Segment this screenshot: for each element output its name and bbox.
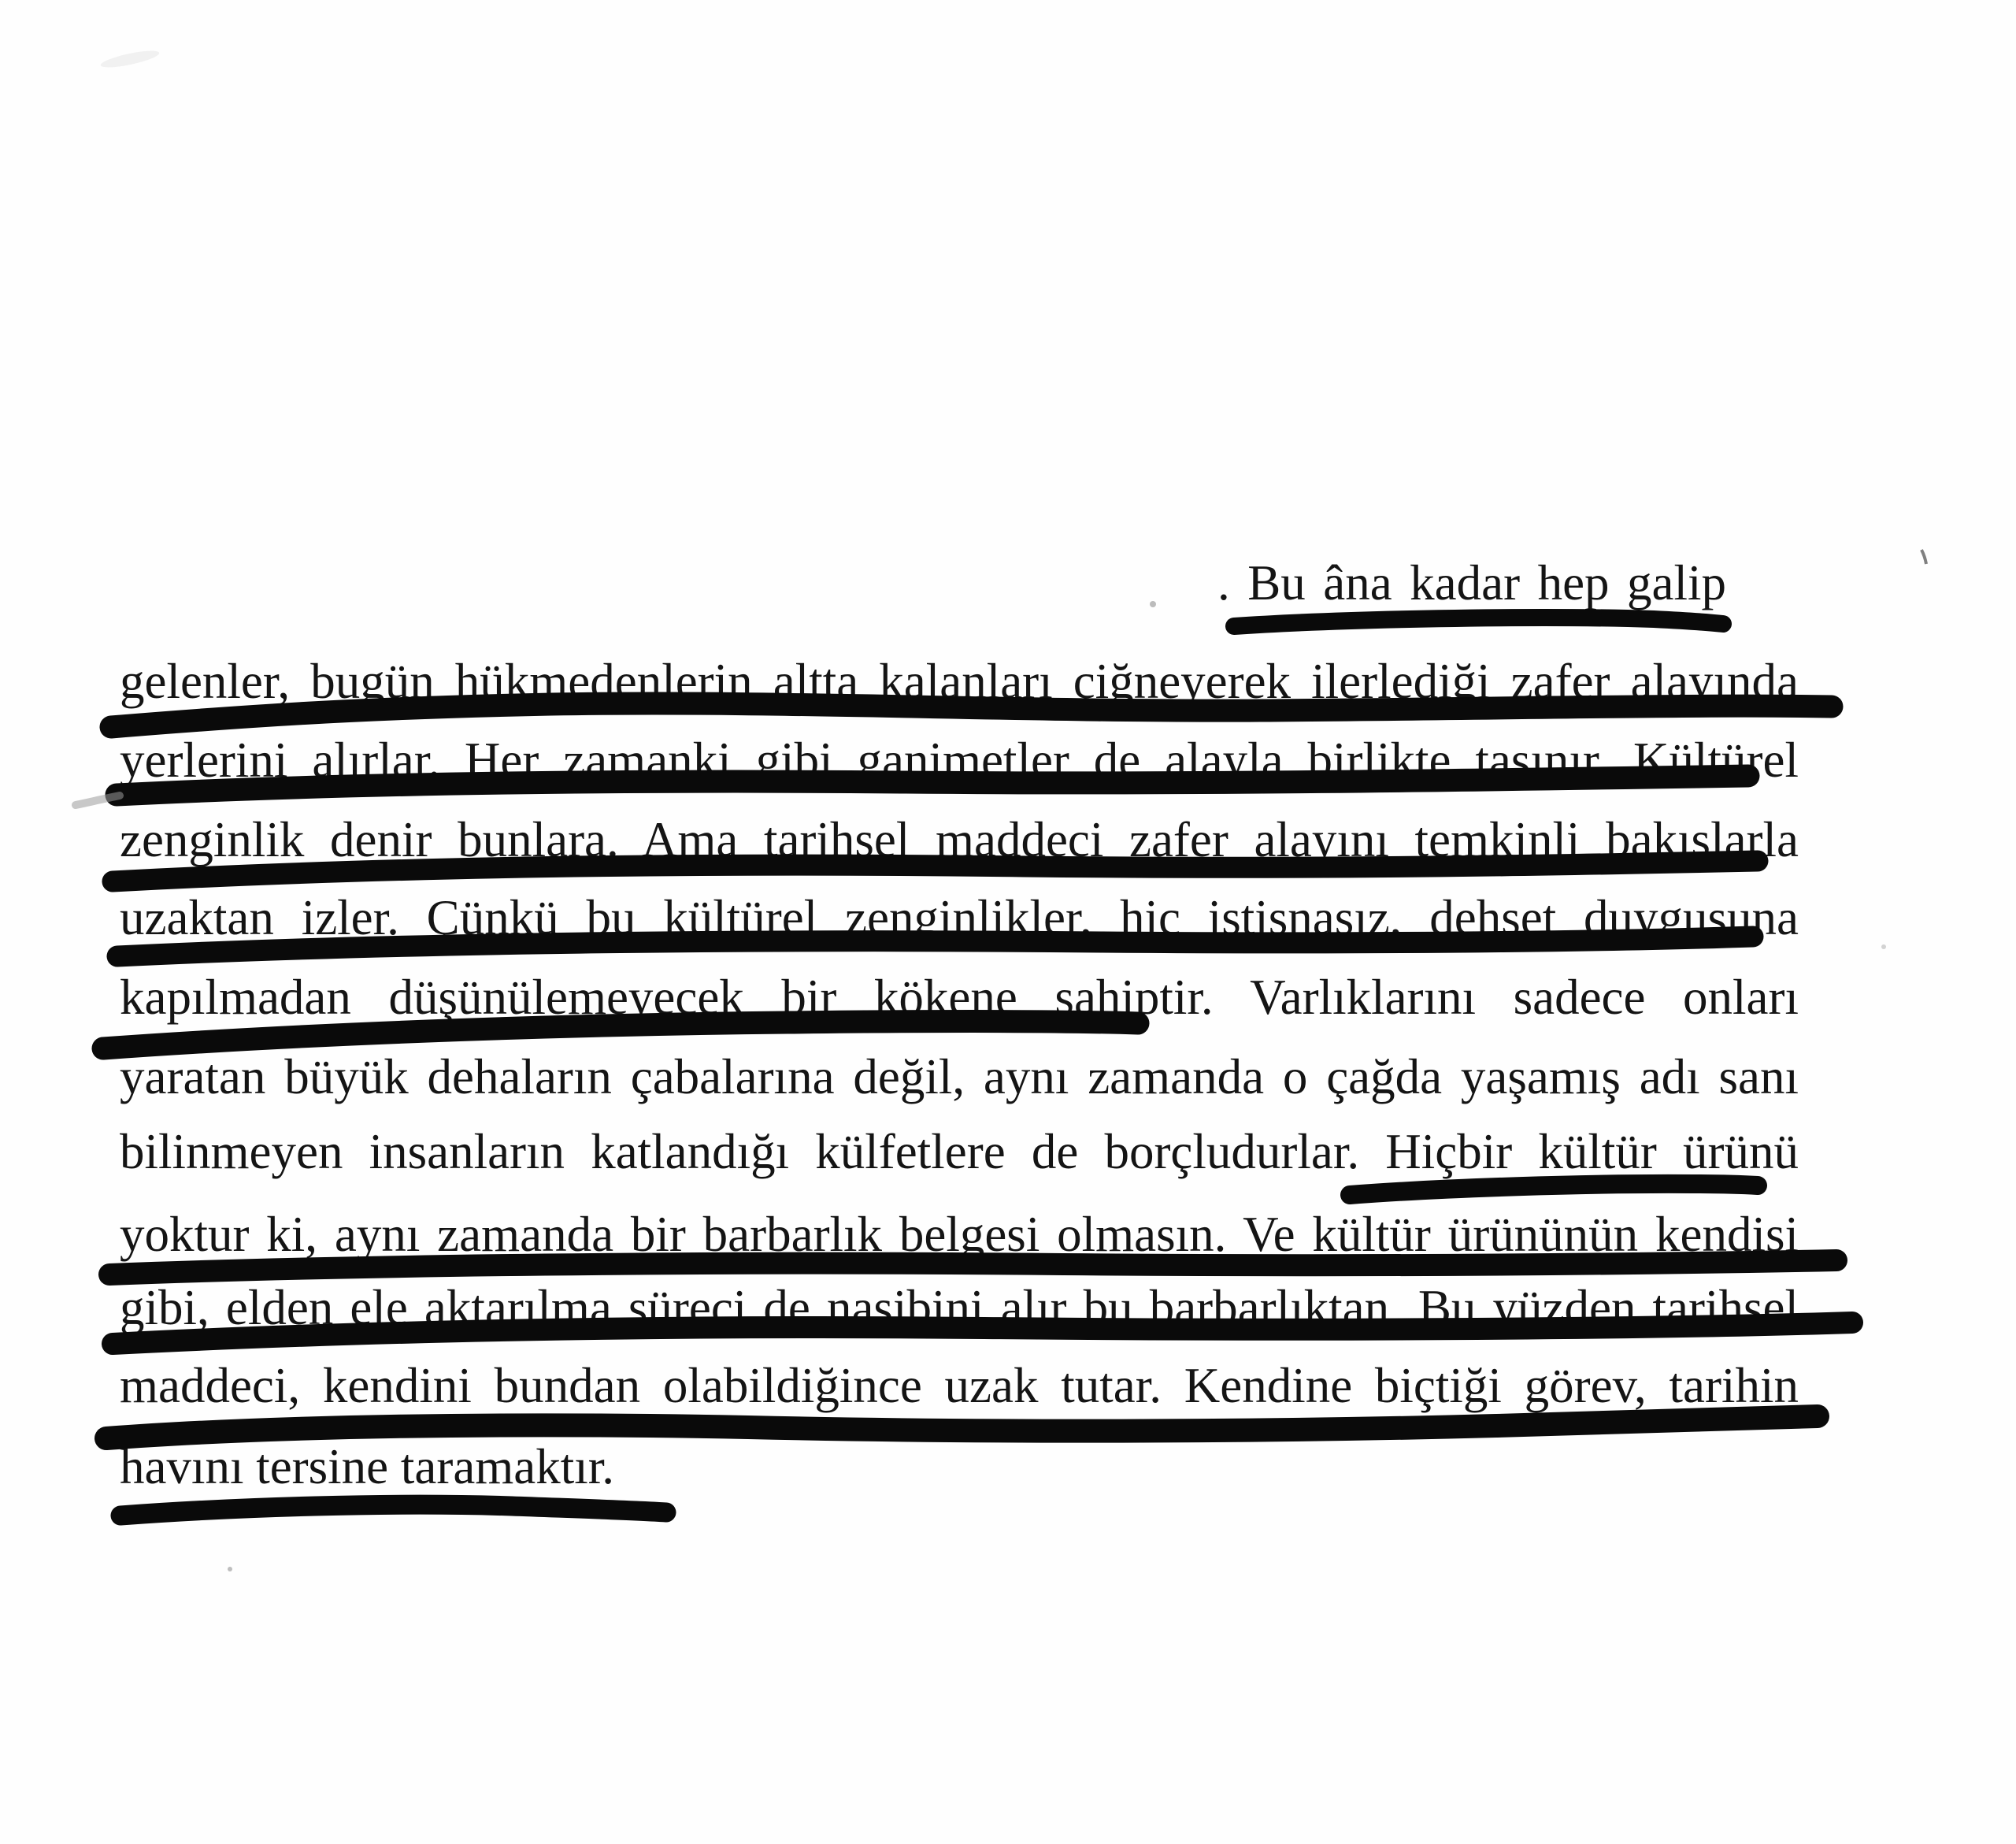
text-line: kapılmadan düşünülemeyecek bir kökene sahiptir. Varlıklarını sadece onları xyxy=(120,970,1799,1025)
underline-stroke xyxy=(106,1416,1818,1438)
scan-smudge xyxy=(99,47,160,70)
text-line: . Bu âna kadar hep galip xyxy=(1217,555,1726,610)
text-line: maddeci, kendini bundan olabildiğince uzak tutar. Kendine biçtiği görev, tarihin xyxy=(120,1358,1799,1413)
underline-stroke xyxy=(103,1022,1138,1048)
underline-stroke xyxy=(109,1260,1836,1274)
text-line: havını tersine taramaktır. xyxy=(120,1439,615,1494)
text-line: yerlerini alırlar. Her zamanki gibi ganimetler de alayla birlikte taşınır. Kültürel xyxy=(120,733,1799,788)
text-line: uzaktan izler. Çünkü bu kültürel zenginlikler, hiç istisnasız, dehşet duygusuna xyxy=(120,890,1799,945)
scan-speck xyxy=(1150,601,1156,607)
text-line: gibi, elden ele aktarılma süreci de nasibini alır bu barbarlıktan. Bu yüzden tarihsel xyxy=(120,1280,1799,1335)
underline-stroke-tail xyxy=(76,796,120,805)
text-line: yaratan büyük dehaların çabalarına değil, aynı zamanda o çağda yaşamış adı sanı xyxy=(120,1049,1799,1104)
underline-stroke xyxy=(1234,618,1723,626)
text-line: gelenler, bugün hükmedenlerin altta kalanları çiğneyerek ilerlediği zafer alayında xyxy=(120,654,1799,709)
text-line: yoktur ki, aynı zamanda bir barbarlık belgesi olmasın. Ve kültür ürününün kendisi xyxy=(120,1207,1799,1262)
text-line: bilinmeyen insanların katlandığı külfetlere de borçludurlar. Hiçbir kültür ürünü xyxy=(120,1124,1799,1179)
scan-speck xyxy=(228,1567,232,1571)
underline-stroke xyxy=(1350,1184,1758,1195)
scan-speck xyxy=(1922,550,1926,564)
scan-specks xyxy=(99,47,1926,1571)
underline-stroke xyxy=(120,1505,666,1516)
scan-speck xyxy=(1881,944,1886,949)
text-line: zenginlik denir bunlara. Ama tarihsel maddeci zafer alayını temkinli bakışlarla xyxy=(120,812,1799,867)
